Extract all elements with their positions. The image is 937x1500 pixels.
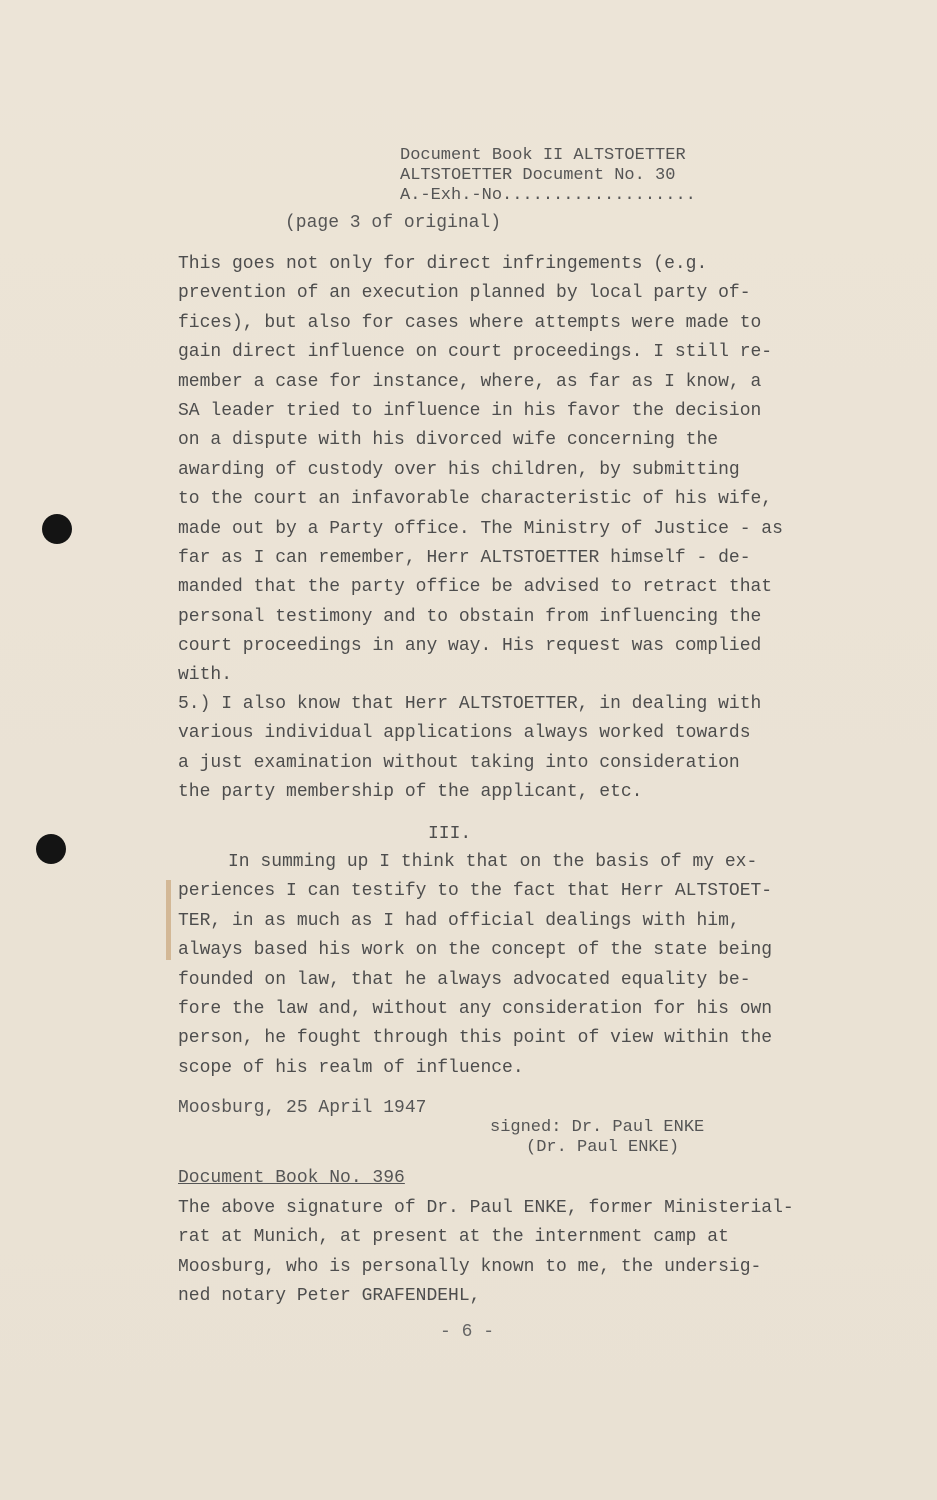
- text-line: Moosburg, who is personally known to me, the undersig-: [178, 1256, 762, 1277]
- header-line: ALTSTOETTER Document No. 30: [400, 166, 676, 185]
- text-line: fore the law and, without any consideration for his own: [178, 998, 773, 1019]
- punch-hole: [36, 834, 66, 864]
- text-line: scope of his realm of influence.: [178, 1057, 524, 1078]
- text-line: person, he fought through this point of view within the: [178, 1028, 773, 1049]
- text-line: This goes not only for direct infringements (e.g.: [178, 254, 708, 274]
- text-line: The above signature of Dr. Paul ENKE, former Ministerial-: [178, 1198, 794, 1218]
- text-line: a just examination without taking into consideration: [178, 752, 740, 773]
- text-line: prevention of an execution planned by local party of-: [178, 283, 751, 304]
- document-book-number: Document Book No. 396: [178, 1168, 405, 1188]
- text-line: manded that the party office be advised to retract that: [178, 577, 773, 598]
- text-line: rat at Munich, at present at the internment camp at: [178, 1227, 729, 1248]
- text-line: with.: [178, 665, 233, 686]
- text-line: personal testimony and to obstain from influencing the: [178, 606, 762, 627]
- text-line: member a case for instance, where, as far as I know, a: [178, 371, 762, 392]
- text-line: court proceedings in any way. His request was complied: [178, 636, 762, 657]
- signature-line: signed: Dr. Paul ENKE: [490, 1118, 705, 1137]
- text-line: on a dispute with his divorced wife concerning the: [178, 430, 719, 451]
- text-line: the party membership of the applicant, etc.: [178, 782, 643, 803]
- page-number: - 6 -: [440, 1322, 495, 1342]
- text-line: various individual applications always worked towards: [178, 723, 751, 744]
- margin-mark: [166, 880, 171, 960]
- header-line: A.-Exh.-No...................: [400, 186, 696, 205]
- original-page-reference: (page 3 of original): [285, 213, 502, 233]
- section-heading: III.: [428, 824, 472, 844]
- text-line: SA leader tried to influence in his favor the decision: [178, 400, 762, 421]
- text-line: 5.) I also know that Herr ALTSTOETTER, in dealing with: [178, 694, 762, 714]
- text-line: far as I can remember, Herr ALTSTOETTER himself - de-: [178, 547, 751, 568]
- place-and-date: Moosburg, 25 April 1947: [178, 1098, 427, 1118]
- paragraph-3: [178, 848, 848, 1083]
- punch-hole: [42, 514, 72, 544]
- document-header: [400, 146, 780, 206]
- text-line: founded on law, that he always advocated equality be-: [178, 969, 751, 990]
- paragraph-4: [178, 1194, 878, 1312]
- text-line: made out by a Party office. The Ministry of Justice - as: [178, 518, 783, 539]
- signature-block: [490, 1118, 704, 1158]
- text-line: fices), but also for cases where attempts were made to: [178, 312, 762, 333]
- text-line: to the court an infavorable characteristic of his wife,: [178, 489, 773, 510]
- text-line: ned notary Peter GRAFENDEHL,: [178, 1286, 481, 1307]
- text-line: TER, in as much as I had official dealings with him,: [178, 910, 740, 931]
- text-line: In summing up I think that on the basis of my ex-: [228, 852, 758, 872]
- header-line: Document Book II ALTSTOETTER: [400, 146, 686, 165]
- paragraph-2: [178, 690, 848, 808]
- text-line: awarding of custody over his children, by submitting: [178, 459, 740, 480]
- signature-name: (Dr. Paul ENKE): [526, 1138, 680, 1157]
- paragraph-1: [178, 250, 848, 691]
- text-line: periences I can testify to the fact that Herr ALTSTOET-: [178, 881, 773, 902]
- text-line: always based his work on the concept of the state being: [178, 940, 773, 961]
- text-line: gain direct influence on court proceedings. I still re-: [178, 342, 773, 363]
